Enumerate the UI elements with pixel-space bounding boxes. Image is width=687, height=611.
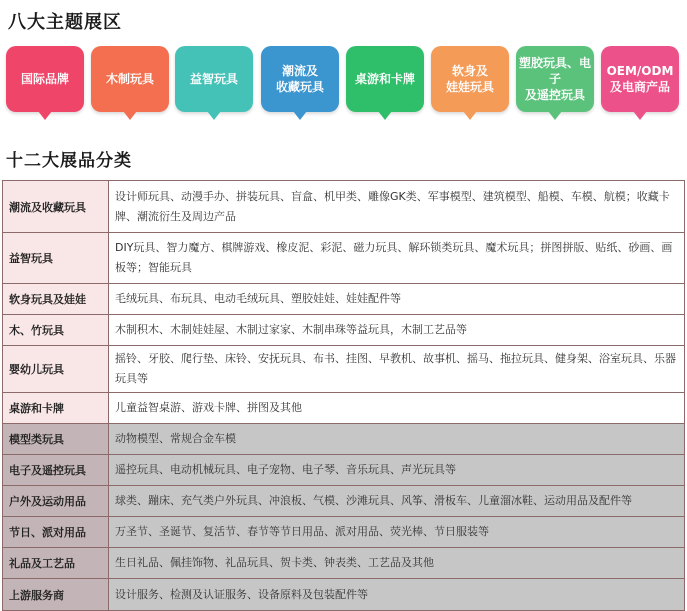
theme-zone-international-brands[interactable] — [6, 46, 84, 112]
table-row — [3, 233, 685, 284]
category-items: 遥控玩具、电动机械玩具、电子宠物、电子琴、音乐玩具、声光玩具等 — [109, 455, 685, 486]
category-name: 婴幼儿玩具 — [3, 346, 109, 393]
category-items: 毛绒玩具、布玩具、电动毛绒玩具、塑胶娃娃、娃娃配件等 — [109, 284, 685, 315]
table-row — [3, 284, 685, 315]
theme-label: 软身及 娃娃玩具 — [445, 64, 494, 94]
category-name: 户外及运动用品 — [3, 486, 109, 517]
category-items: 万圣节、圣诞节、复活节、春节等节日用品、派对用品、荧光棒、节日服装等 — [109, 517, 685, 548]
category-items: 生日礼品、佩挂饰物、礼品玩具、贺卡类、钟表类、工艺品及其他 — [109, 548, 685, 579]
category-name: 桌游和卡牌 — [3, 393, 109, 424]
table-row — [3, 548, 685, 579]
table-row — [3, 393, 685, 424]
category-items: 摇铃、牙胶、爬行垫、床铃、安抚玩具、布书、挂图、早教机、故事机、摇马、拖拉玩具、健身架、浴室玩具、乐器玩具等 — [109, 346, 685, 393]
table-row — [3, 455, 685, 486]
category-name: 节日、派对用品 — [3, 517, 109, 548]
table-row — [3, 517, 685, 548]
theme-zone-trendy-collectible-toys[interactable] — [261, 46, 339, 112]
theme-label: 潮流及 收藏玩具 — [275, 64, 324, 94]
theme-label: 国际品牌 — [20, 72, 69, 86]
category-items: 儿童益智桌游、游戏卡牌、拼图及其他 — [109, 393, 685, 424]
table-row — [3, 579, 685, 611]
categories-heading: 十二大展品分类 — [6, 151, 132, 171]
category-name: 益智玩具 — [3, 233, 109, 284]
table-row — [3, 181, 685, 233]
theme-zone-educational-toys[interactable] — [175, 46, 253, 112]
theme-zones — [0, 46, 687, 136]
category-items: 木制积木、木制娃娃屋、木制过家家、木制串珠等益玩具，木制工艺品等 — [109, 315, 685, 346]
category-name: 潮流及收藏玩具 — [3, 181, 109, 233]
category-items: DIY玩具、智力魔方、棋牌游戏、橡皮泥、彩泥、磁力玩具、解环锁类玩具、魔术玩具；拼图拼版、贴纸、砂画、画板等；智能玩具 — [109, 233, 685, 284]
categories-table — [2, 180, 685, 611]
theme-label: 桌游和卡牌 — [354, 72, 415, 86]
table-row — [3, 486, 685, 517]
theme-label: 益智玩具 — [189, 72, 238, 86]
theme-label: OEM/ODM 及电商产品 — [606, 64, 674, 94]
theme-label: 木制玩具 — [105, 72, 154, 86]
theme-zone-board-games-cards[interactable] — [346, 46, 424, 112]
category-items: 球类、蹦床、充气类户外玩具、冲浪板、气模、沙滩玩具、风筝、滑板车、儿童溜冰鞋、运动用品及配件等 — [109, 486, 685, 517]
themes-heading: 八大主题展区 — [8, 12, 122, 33]
category-name: 电子及遥控玩具 — [3, 455, 109, 486]
theme-label: 塑胶玩具、电子 及遥控玩具 — [518, 56, 591, 102]
category-items: 设计师玩具、动漫手办、拼装玩具、盲盒、机甲类、雕像GK类、军事模型、建筑模型、船模、车模、航模；收藏卡牌、潮流衍生及周边产品 — [109, 181, 685, 233]
category-name: 礼品及工艺品 — [3, 548, 109, 579]
category-name: 木、竹玩具 — [3, 315, 109, 346]
category-items: 动物模型、常规合金车模 — [109, 424, 685, 455]
table-row — [3, 315, 685, 346]
theme-zone-wooden-toys[interactable] — [91, 46, 169, 112]
theme-zone-soft-toys-dolls[interactable] — [431, 46, 509, 112]
category-name: 上游服务商 — [3, 579, 109, 611]
table-row — [3, 346, 685, 393]
category-name: 模型类玩具 — [3, 424, 109, 455]
table-row — [3, 424, 685, 455]
category-items: 设计服务、检测及认证服务、设备原料及包装配件等 — [109, 579, 685, 611]
theme-zone-oem-odm-ecommerce[interactable] — [601, 46, 679, 112]
category-name: 软身玩具及娃娃 — [3, 284, 109, 315]
theme-zone-plastic-electronic-rc[interactable] — [516, 46, 594, 112]
